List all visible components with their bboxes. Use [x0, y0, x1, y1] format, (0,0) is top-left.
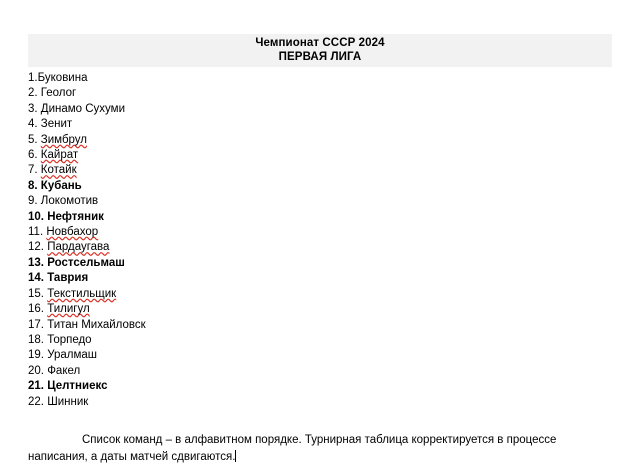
team-number: 3. [28, 102, 41, 115]
team-number: 6. [28, 149, 41, 162]
note-text: Список команд – в алфавитном порядке. Турнирная таблица корректируется в процессе написания, а даты матчей сдвигаются. [28, 433, 557, 463]
team-name: Локомотив [40, 195, 99, 208]
team-list [28, 71, 612, 410]
team-name: Ростсельмаш [47, 256, 125, 269]
team-number: 14. [28, 272, 48, 285]
team-list-item [28, 364, 612, 379]
team-number: 13. [28, 256, 48, 269]
team-number: 9. [28, 195, 41, 208]
team-number: 16. [28, 303, 48, 316]
team-list-item [28, 379, 612, 394]
team-name: Буковина [37, 72, 88, 84]
team-name: Уралмаш [47, 349, 98, 362]
team-number: 4. [28, 118, 41, 131]
team-number: 20. [28, 364, 48, 377]
team-number: 1. [28, 72, 38, 84]
header-title-line2: ПЕРВАЯ ЛИГА [278, 51, 362, 63]
team-name: Геолог [40, 87, 77, 100]
team-name: Целтниекс [47, 380, 108, 393]
team-name: Титан Михайловск [47, 318, 146, 331]
team-number: 19. [28, 349, 48, 362]
team-list-item [28, 117, 612, 132]
team-number: 18. [28, 333, 48, 346]
team-list-item [28, 256, 612, 271]
team-list-item [28, 318, 612, 333]
team-list-item [28, 71, 612, 86]
note-paragraph [28, 432, 584, 466]
team-list-item [28, 302, 612, 317]
team-name: Нефтяник [47, 210, 104, 223]
text-cursor [235, 450, 236, 462]
team-number: 22. [28, 395, 48, 408]
team-name: Шинник [47, 395, 89, 408]
team-number: 7. [28, 164, 41, 177]
team-list-item [28, 148, 612, 163]
document-body [28, 34, 612, 466]
team-list-item [28, 348, 612, 363]
team-number: 5. [28, 133, 41, 146]
team-name: Динамо Сухуми [40, 102, 126, 115]
team-number: 10. [28, 210, 48, 223]
team-name: Таврия [47, 272, 89, 285]
team-list-item [28, 225, 612, 240]
team-list-item [28, 102, 612, 117]
team-name: Кайрат [40, 149, 79, 162]
team-list-item [28, 179, 612, 194]
team-list-item [28, 333, 612, 348]
team-name: Зенит [40, 118, 73, 131]
team-list-item [28, 133, 612, 148]
team-number: 15. [28, 287, 48, 300]
team-number: 11. [28, 226, 47, 239]
team-number: 12. [28, 241, 48, 254]
header-title-line1: Чемпионат СССР 2024 [255, 37, 385, 49]
team-name: Текстильщик [47, 287, 117, 300]
document-header [28, 34, 612, 67]
team-number: 17. [28, 318, 48, 331]
team-list-item [28, 86, 612, 101]
team-name: Тилигул [47, 303, 90, 316]
team-list-item [28, 395, 612, 410]
team-name: Факел [47, 364, 81, 377]
team-list-item [28, 194, 612, 209]
team-name: Пардаугава [47, 241, 110, 254]
team-name: Новбахор [46, 226, 99, 239]
team-number: 8. [28, 179, 41, 192]
team-name: Котайк [40, 164, 77, 177]
team-list-item [28, 287, 612, 302]
team-list-item [28, 240, 612, 255]
team-name: Зимбрул [40, 133, 88, 146]
team-number: 21. [28, 380, 48, 393]
team-number: 2. [28, 87, 41, 100]
team-list-item [28, 210, 612, 225]
team-list-item [28, 163, 612, 178]
team-list-item [28, 271, 612, 286]
team-name: Торпедо [47, 333, 92, 346]
team-name: Кубань [40, 179, 82, 192]
